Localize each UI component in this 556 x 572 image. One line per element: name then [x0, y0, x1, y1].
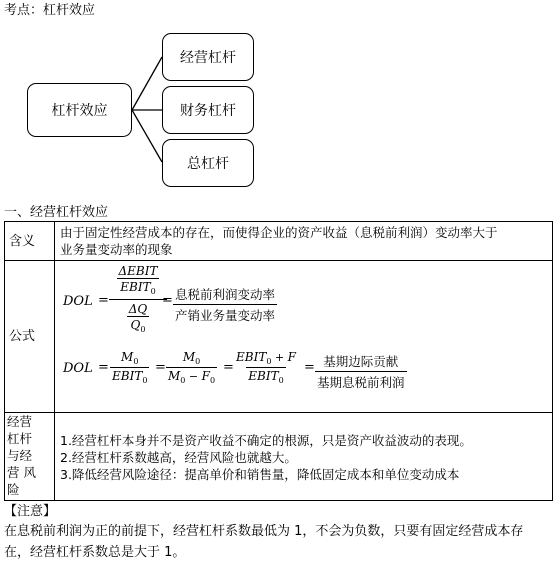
- note-line-2: 在，经营杠杆系数总是大于 1。: [4, 545, 186, 560]
- mindmap-root-label: 杠杆效应: [51, 103, 108, 119]
- formula2-subscript: 0: [266, 357, 272, 366]
- mindmap-node-total-leverage: [162, 139, 254, 187]
- row-label-formula: 公式: [9, 329, 36, 344]
- row-label-line: 营 风: [7, 465, 36, 480]
- row-label-line: 杠杆: [7, 431, 33, 446]
- meaning-line-2: 业务量变动率的现象: [60, 242, 173, 257]
- formula2-equals-2: =: [155, 360, 166, 375]
- formula2-m0-minus-f0: [166, 367, 217, 385]
- section-title: 一、经营杠杆效应: [4, 205, 109, 220]
- formula2-m0-num: [181, 350, 202, 367]
- formula2-text-denominator: 基期息税前利润: [315, 371, 407, 391]
- table-row-divider: [4, 260, 553, 261]
- row-label-line: 险: [7, 482, 20, 497]
- formula2-fraction-3: [234, 350, 298, 385]
- formula1-main-fraction-bar: [109, 299, 167, 300]
- formula2-subscript: 0: [209, 376, 216, 385]
- formula1-text-numerator: 息税前利润变动率: [175, 287, 276, 302]
- row-label-leverage-risk: [7, 413, 53, 498]
- formula2-m0-base: M: [121, 350, 134, 364]
- formula2-subscript: 0: [180, 376, 186, 385]
- formula2-fraction-2: [166, 350, 217, 385]
- formula2-f-base: F: [201, 369, 210, 383]
- formula2-minus: −: [185, 370, 202, 383]
- formula1-upper-fraction: [109, 264, 167, 296]
- mindmap-node-label: 总杠杆: [187, 156, 229, 172]
- formula1-subscript: 0: [150, 287, 156, 296]
- risk-item-3: 3.降低经营风险途径：提高单价和销售量，降低固定成本和单位变动成本: [60, 467, 460, 482]
- formula1-lower-fraction: [109, 302, 167, 334]
- formula2-subscript: 0: [195, 357, 201, 366]
- risk-item-2: 2.经营杠杆系数越高，经营风险也就越大。: [60, 450, 297, 465]
- formula2-ebit0-plus-f: [234, 350, 298, 367]
- kaodian-heading: 考点：杠杆效应: [4, 3, 96, 18]
- formula1-text-fraction: [173, 285, 277, 324]
- formula1-q0-base: Q: [130, 318, 141, 332]
- mindmap-root-node: [27, 83, 132, 137]
- formula2-subscript: 0: [133, 357, 139, 366]
- table-border-left: [4, 221, 5, 501]
- formula1-equals-2: =: [162, 293, 173, 308]
- row-label-meaning: 含义: [9, 234, 36, 249]
- formula2-ebit-base: EBIT: [248, 369, 279, 383]
- formula1-text-denominator: 产销业务量变动率: [173, 304, 277, 324]
- mindmap-node-financial-leverage: [162, 86, 254, 134]
- formula2-ebit0-den: [246, 367, 285, 385]
- formula2-m0: [119, 350, 140, 367]
- row-label-line: 经营: [7, 414, 33, 429]
- row-label-line: 与经: [7, 448, 33, 463]
- formula2-text-fraction: [315, 352, 407, 391]
- table-border-bottom: [4, 500, 553, 501]
- formula1-subscript: 0: [140, 325, 146, 334]
- table-border-top: [4, 221, 553, 222]
- formula2-ebit0-base: EBIT: [112, 369, 143, 383]
- formula2-equals-4: =: [304, 360, 315, 375]
- formula2-f-base: F: [287, 350, 296, 364]
- table-column-divider: [54, 221, 55, 501]
- note-line-1: 在息税前利润为正的前提下，经营杠杆系数最低为 1，不会为负数，只要有固定经营成本存: [4, 524, 524, 539]
- formula2-equals-3: =: [223, 360, 234, 375]
- risk-item-1: 1.经营杠杆本身并不是资产收益不确定的根源，只是资产收益波动的表现。: [60, 433, 472, 448]
- formula2-fraction-1: [110, 350, 149, 385]
- formula2-equals: =: [98, 360, 109, 375]
- formula2-plus: +: [271, 351, 288, 364]
- table-border-right: [552, 221, 553, 501]
- mindmap-node-operating-leverage: [162, 33, 254, 81]
- formula2-subscript: 0: [142, 376, 148, 385]
- formula2-ebit-base: EBIT: [236, 350, 267, 364]
- formula1-equals: =: [98, 293, 109, 308]
- formula2-m-base: M: [168, 369, 181, 383]
- meaning-line-1: 由于固定性经营成本的存在，而使得企业的资产收益（息税前利润）变动率大于: [60, 225, 498, 240]
- formula2-text-numerator: 基期边际贡献: [323, 354, 399, 369]
- formula1-lhs: DOL: [63, 294, 93, 309]
- formula1-ebit0: [117, 278, 158, 296]
- mindmap-node-label: 经营杠杆: [180, 50, 236, 66]
- formula2-m-base: M: [182, 350, 196, 364]
- formula1-delta-ebit: ΔEBIT: [118, 264, 158, 278]
- formula2-subscript: 0: [278, 376, 284, 385]
- mindmap-node-label: 财务杠杆: [180, 103, 236, 119]
- formula2-ebit0: [110, 367, 149, 385]
- table-row-divider: [4, 412, 553, 413]
- formula1-delta-q: ΔQ: [128, 302, 148, 316]
- formula2-lhs: DOL: [63, 361, 93, 376]
- note-title: 【注意】: [4, 504, 57, 519]
- formula1-q0: [127, 316, 150, 334]
- formula1-compound-fraction: [109, 264, 167, 334]
- formula1-ebit0-base: EBIT: [120, 280, 151, 294]
